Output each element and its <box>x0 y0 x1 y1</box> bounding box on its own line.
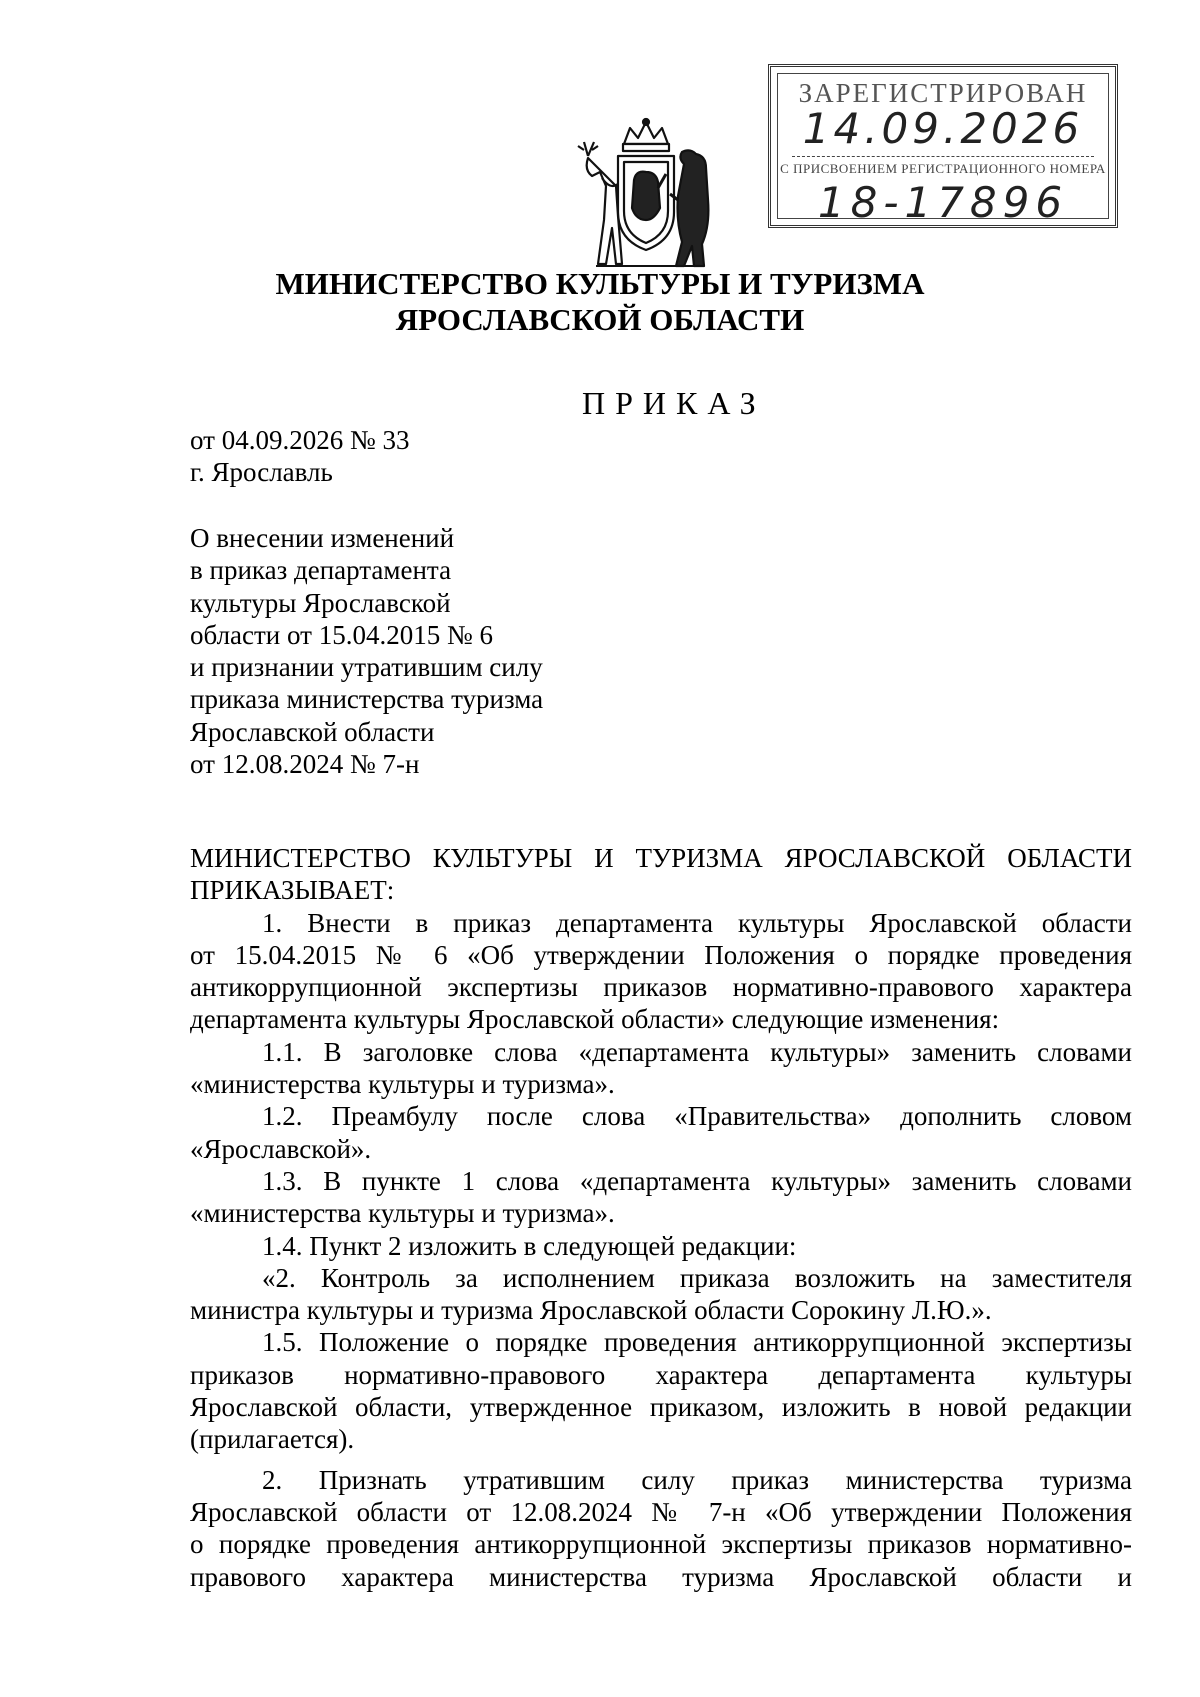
body-line: «министерства культуры и туризма». <box>190 1198 615 1229</box>
body-line: (прилагается). <box>190 1424 355 1455</box>
body-line: 1. Внести в приказ департамента культуры Ярославской области <box>262 907 1132 938</box>
order-date-number: от 04.09.2026 № 33 <box>190 425 410 455</box>
body-line: 1.2. Преамбулу после слова «Правительства» дополнить словом <box>262 1101 1132 1132</box>
ministry-name-line1: МИНИСТЕРСТВО КУЛЬТУРЫ И ТУРИЗМА <box>275 266 925 301</box>
coat-of-arms-icon <box>566 116 726 276</box>
subject-line: и признании утратившим силу <box>190 652 543 683</box>
stamp-divider <box>792 156 1094 157</box>
body-line: 1.4. Пункт 2 изложить в следующей редакции: <box>262 1230 797 1261</box>
subject-line: О внесении изменений <box>190 523 455 553</box>
subject-line: культуры Ярославской <box>190 587 451 618</box>
body-line: 1.1. В заголовке слова «департамента культуры» заменить словами <box>262 1036 1132 1067</box>
subject-line: приказа министерства туризма <box>190 684 544 715</box>
body-line: департамента культуры Ярославской области» следующие изменения: <box>190 1004 1000 1035</box>
body-line: «Ярославской». <box>190 1133 372 1164</box>
subject-line: области от 15.04.2015 № 6 <box>190 619 493 650</box>
order-city: г. Ярославль <box>190 457 333 487</box>
subject-line: Ярославской области <box>190 716 435 747</box>
body-line: министра культуры и туризма Ярославской области Сорокину Л.Ю.». <box>190 1295 992 1326</box>
body-line: антикоррупционной экспертизы приказов нормативно-правового характера <box>190 972 1132 1003</box>
body-line: Ярославской области, утвержденное приказом, изложить в новой редакции <box>190 1392 1132 1423</box>
body-line: о порядке проведения антикоррупционной экспертизы приказов нормативно- <box>190 1529 1132 1560</box>
order-body <box>190 842 1132 1593</box>
stamp-date: 14.09.2026 <box>802 104 1084 153</box>
subject-line: в приказ департамента <box>190 555 452 586</box>
order-subject <box>190 522 690 780</box>
body-line: 1.5. Положение о порядке проведения антикоррупционной экспертизы <box>262 1327 1132 1358</box>
body-line: МИНИСТЕРСТВО КУЛЬТУРЫ И ТУРИЗМА ЯРОСЛАВСКОЙ ОБЛАСТИ <box>190 843 1132 873</box>
body-line: правового характера министерства туризма Ярославской области и <box>190 1561 1132 1592</box>
body-line: «2. Контроль за исполнением приказа возложить на заместителя <box>262 1262 1132 1293</box>
document-type-title: ПРИКАЗ <box>582 385 766 421</box>
body-line: от 15.04.2015 № 6 «Об утверждении Положения о порядке проведения <box>190 939 1132 970</box>
registration-stamp <box>768 64 1118 228</box>
stamp-subtitle: С ПРИСВОЕНИЕМ РЕГИСТРАЦИОННОГО НОМЕРА <box>780 161 1106 176</box>
body-line: «министерства культуры и туризма». <box>190 1069 615 1100</box>
subject-line: от 12.08.2024 № 7-н <box>190 749 420 780</box>
body-line: Ярославской области от 12.08.2024 № 7-н «Об утверждении Положения <box>190 1496 1132 1527</box>
body-line: 2. Признать утратившим силу приказ министерства туризма <box>262 1464 1132 1495</box>
stamp-number: 18-17896 <box>817 178 1069 227</box>
body-line: приказов нормативно-правового характера департамента культуры <box>190 1359 1132 1390</box>
ministry-name-line2: ЯРОСЛАВСКОЙ ОБЛАСТИ <box>395 302 805 337</box>
stamp-title: ЗАРЕГИСТРИРОВАН <box>798 78 1088 108</box>
body-line: 1.3. В пункте 1 слова «департамента культуры» заменить словами <box>262 1165 1132 1196</box>
body-line: ПРИКАЗЫВАЕТ: <box>190 875 395 906</box>
